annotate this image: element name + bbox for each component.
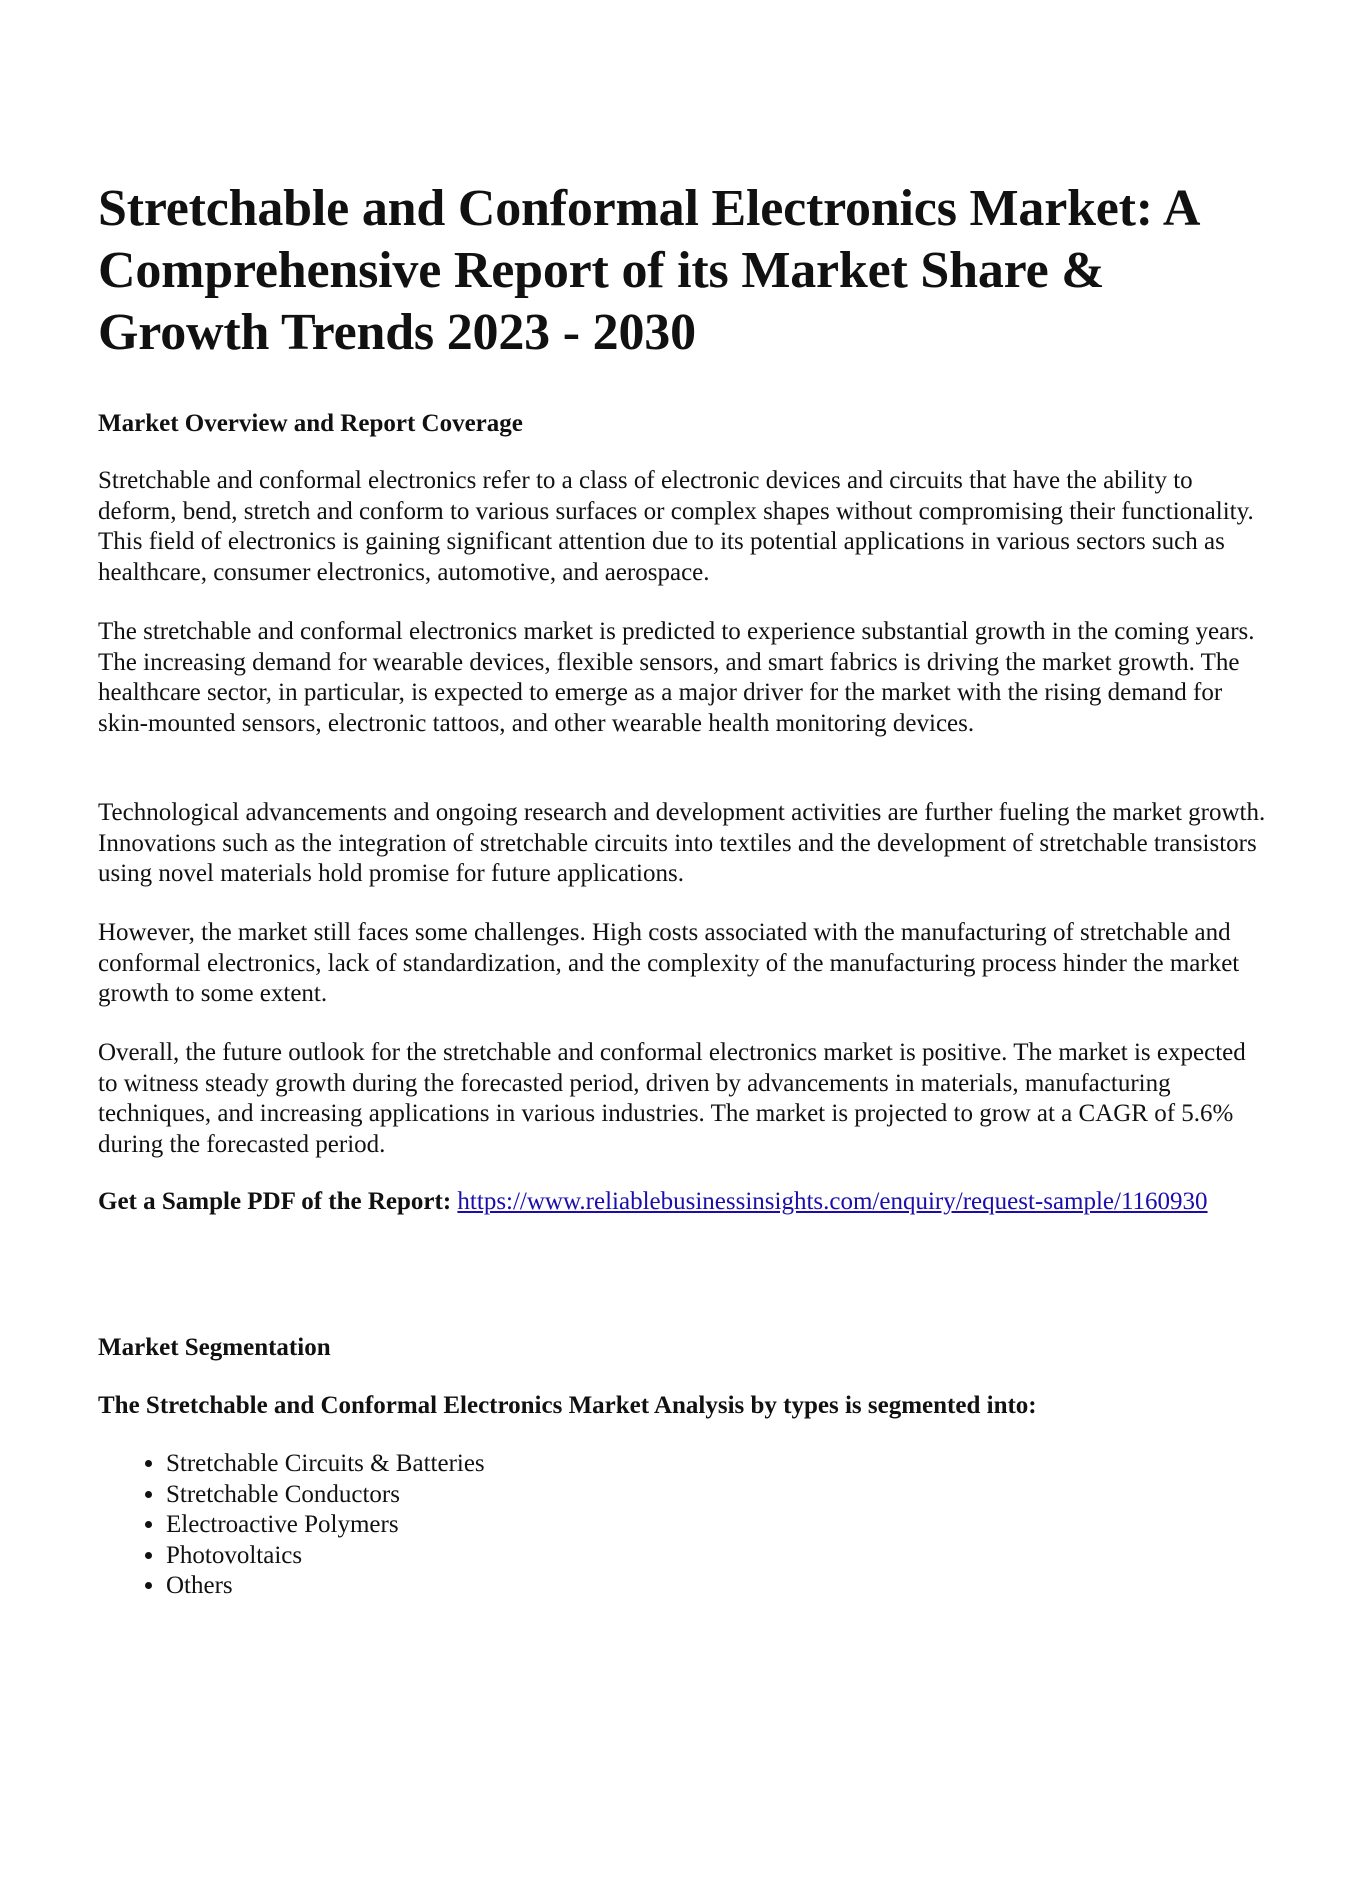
sample-pdf-link[interactable]: https://www.reliablebusinessinsights.com/enquiry/request-sample/1160930 [457,1188,1208,1215]
overview-paragraph-5: Overall, the future outlook for the stretchable and conformal electronics market is positive. The market is expected to witness steady growth during the forecasted period, driven by advancements in materials, manufacturing techniques, and increasing applications in various industries. The market is projected to grow at a CAGR of 5.6% during the forecasted period. [98,1039,1246,1158]
list-item: • Photovoltaics [166,1541,485,1572]
overview-paragraph-4: However, the market still faces some challenges. High costs associated with the manufacturing of stretchable and conformal electronics, lack of standardization, and the complexity of the manufacturing process hinder the market growth to some extent. [98,919,1240,1008]
types-list [98,1449,485,1602]
segmentation-heading: Market Segmentation [98,1334,331,1361]
types-heading: The Stretchable and Conformal Electronics Market Analysis by types is segmented into: [98,1392,1037,1419]
sample-pdf-line [98,1187,1268,1218]
overview-paragraph-1: Stretchable and conformal electronics refer to a class of electronic devices and circuits that have the ability to deform, bend, stretch and conform to various surfaces or complex shapes without compromising their functionality. This field of electronics is gaining significant attention due to its potential applications in various sectors such as healthcare, consumer electronics, automotive, and aerospace. [98,467,1254,586]
sample-pdf-label: Get a Sample PDF of the Report: [98,1188,452,1215]
overview-heading: Market Overview and Report Coverage [98,410,523,437]
overview-paragraph-3: Technological advancements and ongoing research and development activities are further fueling the market growth. Innovations such as the integration of stretchable circuits into textiles and the development of stretchable transistors using novel materials hold promise for future applications. [98,799,1266,888]
list-item: • Stretchable Conductors [166,1480,485,1511]
list-item: • Stretchable Circuits & Batteries [166,1449,485,1480]
list-item: • Others [166,1571,485,1602]
list-item: • Electroactive Polymers [166,1510,485,1541]
page-title: Stretchable and Conformal Electronics Market: A Comprehensive Report of its Market Share & Growth Trends 2023 - 2030 [98,180,1198,361]
overview-paragraph-2: The stretchable and conformal electronics market is predicted to experience substantial growth in the coming years. The increasing demand for wearable devices, flexible sensors, and smart fabrics is driving the market growth. The healthcare sector, in particular, is expected to emerge as a major driver for the market with the rising demand for skin-mounted sensors, electronic tattoos, and other wearable health monitoring devices. [98,618,1255,737]
